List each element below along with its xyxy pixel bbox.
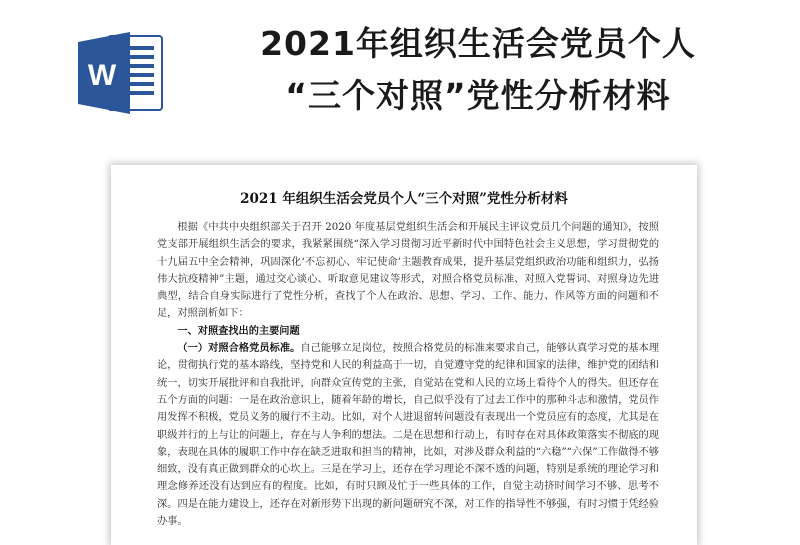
document-page — [111, 165, 697, 545]
document-title: 2021 年组织生活会党员个人“三个对照”党性分析材料 — [240, 191, 568, 207]
section-heading: 一、对照查找出的主要问题 — [177, 324, 300, 337]
document-body — [157, 219, 659, 530]
page-title-line-2: “三个对照”党性分析材料 — [285, 76, 671, 115]
page-title — [178, 18, 778, 122]
page-title-line-1: 2021年组织生活会党员个人 — [260, 24, 696, 63]
intro-paragraph: 根据《中共中央组织部关于召开 2020 年度基层党组织生活会和开展民主评议党员几个问题的通知》，按照党支部开展组织生活会的要求，我紧紧围绕“深入学习贯彻习近平新时代中国特色社会主义思想，学习贯彻党的十九届五中全会精神，巩固深化‘不忘初心、牢记使命’主题教育成果，提升基层党组织政治功能和组织力，弘扬伟大抗疫精神”主题，通过交心谈心、听取意见建议等形式，对照合格党员标准、对照入党誓词、对照身边先进典型，结合自身实际进行了党性分析，查找了个人在政治、思想、学习、工作、能力、作风等方面的问题和不足，对照剖析如下： — [157, 222, 659, 320]
subsection-paragraph — [157, 340, 659, 530]
word-document-icon — [76, 30, 168, 116]
word-icon-letter: W — [87, 59, 117, 92]
subsection-text: 自己能够立足岗位，按照合格党员的标准来要求自己，能够认真学习党的基本理论，贯彻执行党的基本路线，坚持党和人民的利益高于一切，自觉遵守党的纪律和国家的法律，维护党的团结和统一，切实开展批评和自我批评，向群众宣传党的主张，自觉站在党和人民的立场上看待个人的得失。但还存在五个方面的问题：一是在政治意识上，随着年龄的增长，自己似乎没有了过去工作中的那种斗志和激情，党员作用发挥不积极，党员义务的履行不主动。比如，对个人进退留转问题没有表现出一个党员应有的态度，尤其是在职级并行的上与让的问题上，存在与人争利的想法。二是在思想和行动上，有时存在对具体政策落实不彻底的现象，表现在具体的履职工作中存在缺乏进取和担当的精神，比如，对涉及群众利益的“六稳”“六保”工作做得不够细致，没有真正做到群众的心坎上。三是在学习上，还存在学习理论不深不透的问题，特别是系统的理论学习和理念修养还没有达到应有的程度。比如，有时只顾及忙于一些具体的工作，自觉主动挤时间学习不够、思考不深。四是在能力建设上，还存在对新形势下出现的新问题研究不深，对工作的指导性不够强，有时习惯于凭经验办事。 — [157, 343, 660, 528]
subsection-label: （一）对照合格党员标准。 — [177, 342, 301, 355]
